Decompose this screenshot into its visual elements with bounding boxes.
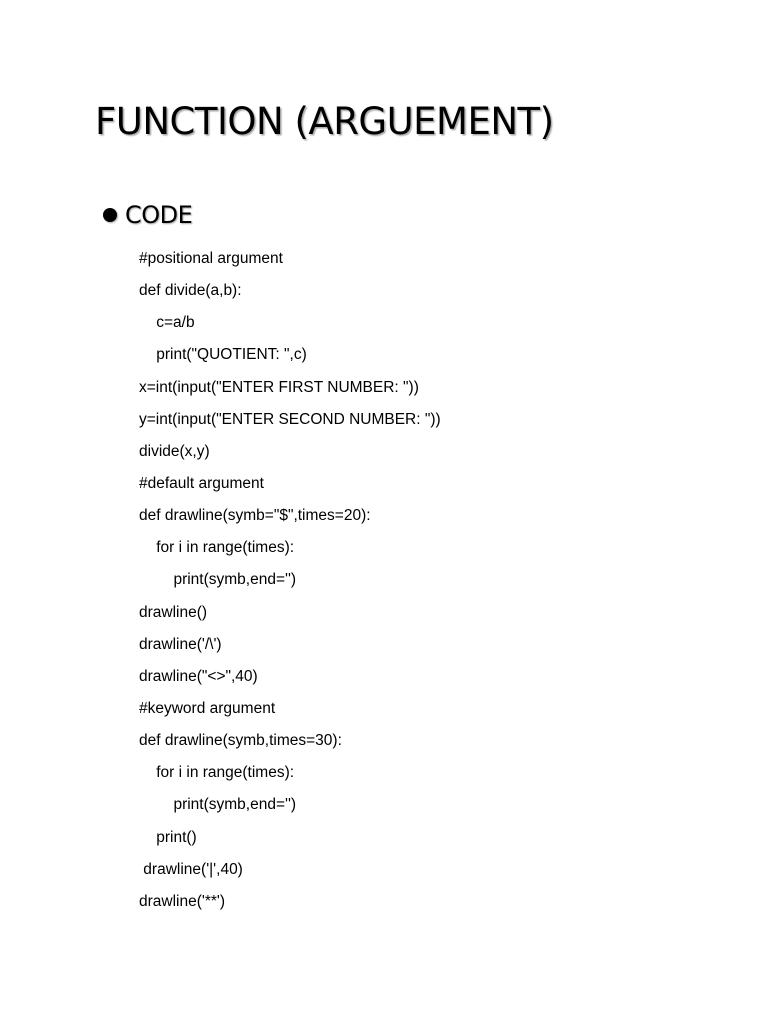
code-line-1: #positional argument xyxy=(139,250,283,267)
section-heading-label: CODE xyxy=(125,201,193,229)
page-title: FUNCTION (ARGUEMENT) xyxy=(95,100,554,143)
code-line-6: y=int(input("ENTER SECOND NUMBER: ")) xyxy=(139,410,441,428)
code-line-17: for i in range(times): xyxy=(139,764,295,782)
code-line-11: print(symb,end='') xyxy=(139,571,297,589)
code-line-18: print(symb,end='') xyxy=(139,796,297,814)
code-listing xyxy=(139,247,441,922)
code-line-7: divide(x,y) xyxy=(139,442,210,460)
code-line-8: #default argument xyxy=(139,474,264,492)
code-line-10: for i in range(times): xyxy=(139,539,295,557)
code-line-19: print() xyxy=(139,828,197,846)
code-line-20: drawline('|',40) xyxy=(139,860,243,878)
code-line-13: drawline('/\') xyxy=(139,635,222,653)
code-line-4: print("QUOTIENT: ",c) xyxy=(139,346,307,364)
code-section-heading xyxy=(103,198,192,232)
code-line-21: drawline('**') xyxy=(139,892,226,910)
bullet-icon xyxy=(103,208,117,222)
code-line-12: drawline() xyxy=(139,603,208,621)
code-line-2: def divide(a,b): xyxy=(139,282,242,300)
code-line-3: c=a/b xyxy=(139,314,195,332)
code-line-14: drawline("<>",40) xyxy=(139,667,258,685)
code-line-16: def drawline(symb,times=30): xyxy=(139,732,342,750)
code-line-9: def drawline(symb="$",times=20): xyxy=(139,507,371,525)
code-line-5: x=int(input("ENTER FIRST NUMBER: ")) xyxy=(139,378,419,396)
code-line-15: #keyword argument xyxy=(139,699,276,717)
